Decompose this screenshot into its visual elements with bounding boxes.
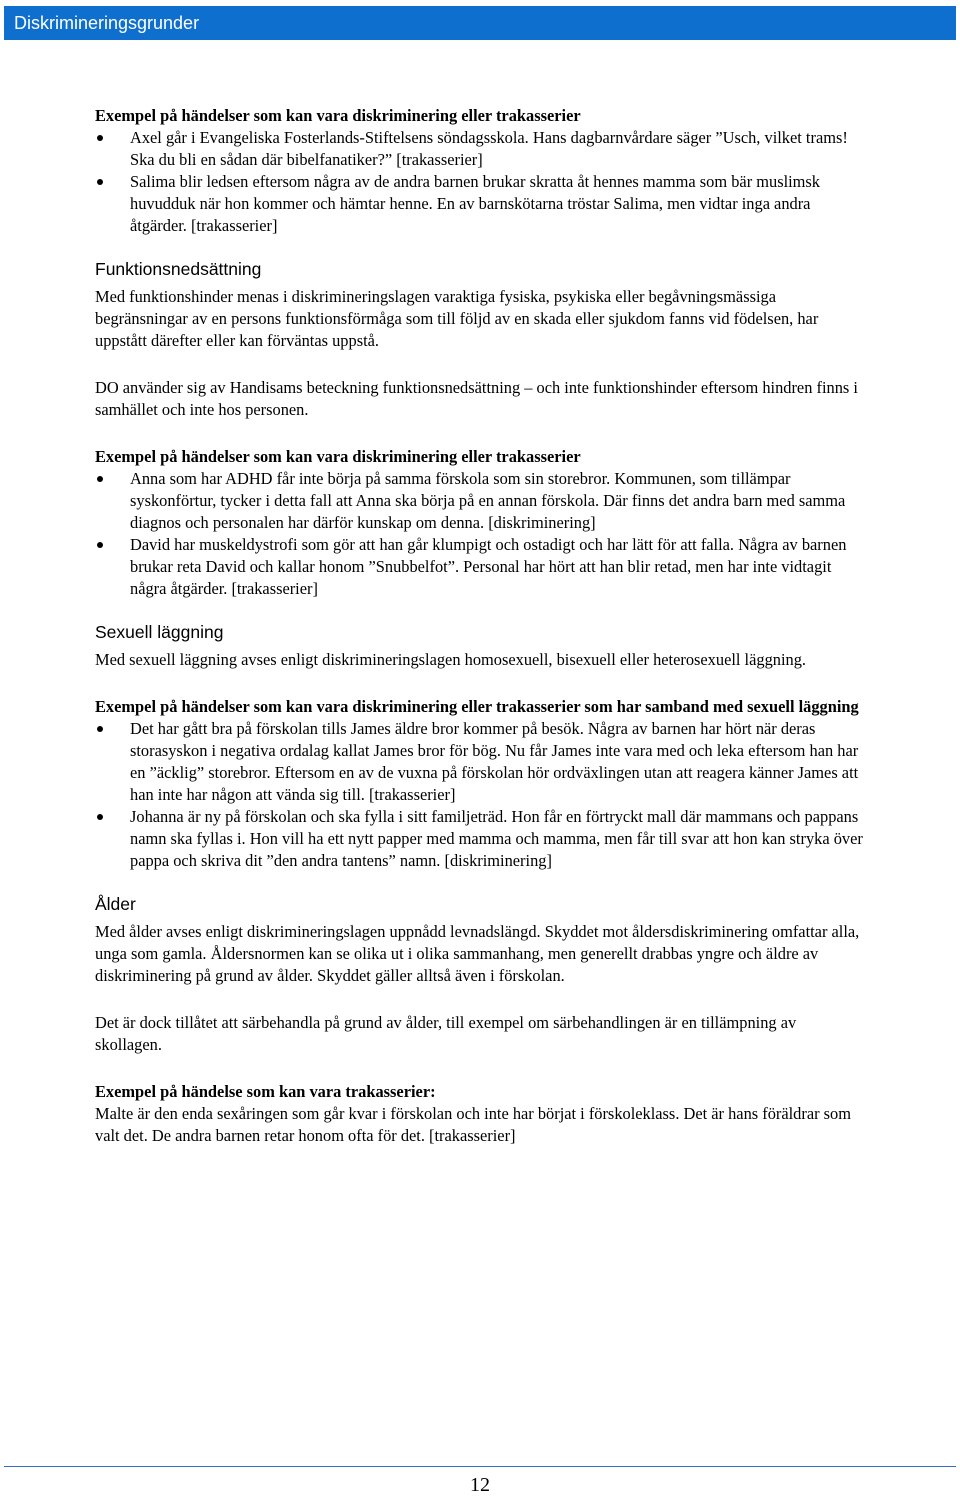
paragraph: Med sexuell läggning avses enligt diskrimineringslagen homosexuell, bisexuell eller heterosexuell läggning. [95, 650, 807, 669]
list-item: Anna som har ADHD får inte börja på samma förskola som sin storebror. Kommunen, som tillämpar syskonförtur, tycker i detta fall att Anna ska börja på en annan förskola. Där finns det andra barn med samma diagnos och personalen har därför kunskap om denna. [diskriminering] [95, 468, 865, 534]
document-body [95, 105, 865, 1147]
paragraph: Det är dock tillåtet att särbehandla på grund av ålder, till exempel om särbehandlingen är en tillämpning av skollagen. [95, 1013, 797, 1054]
example-list [95, 718, 865, 872]
list-item: David har muskeldystrofi som gör att han går klumpigt och ostadigt och har lätt för att falla. Några av barnen brukar reta David och kallar honom ”Snubbelfot”. Personal har hört att han blir retad, men har inte vidtagit några åtgärder. [trakasserier] [95, 534, 865, 600]
example-heading: Exempel på händelser som kan vara diskriminering eller trakasserier som har samband med sexuell läggning [95, 697, 859, 716]
example-list [95, 127, 865, 237]
list-item: Axel går i Evangeliska Fosterlands-Stiftelsens söndagsskola. Hans dagbarnvårdare säger ”Usch, vilket trams! Ska du bli en sådan där bibelfanatiker?” [trakasserier] [95, 127, 865, 171]
list-item: Salima blir ledsen eftersom några av de andra barnen brukar skratta åt hennes mamma som bär muslimsk huvudduk när hon kommer och hämtar henne. En av barnskötarna tröstar Salima, men vidtar inga andra åtgärder. [trakasserier] [95, 171, 865, 237]
example-heading: Exempel på händelser som kan vara diskriminering eller trakasserier [95, 106, 581, 125]
footer-divider [4, 1466, 956, 1467]
header-bar [4, 6, 956, 40]
section-heading-alder: Ålder [95, 894, 136, 914]
header-title: Diskrimineringsgrunder [14, 13, 200, 33]
page-number: 12 [470, 1474, 490, 1496]
list-item: Det har gått bra på förskolan tills James äldre bror kommer på besök. Några av barnen har hört när deras storasyskon i negativa ordalag kallat James bror för bög. Nu får James inte vara med och leka eftersom han har en ”äcklig” storebror. Eftersom en av de vuxna på förskolan hör ordväxlingen utan att reagera känner James att han inte har någon att vända sig till. [trakasserier] [95, 718, 865, 806]
section-heading-sexuell-laggning: Sexuell läggning [95, 622, 224, 642]
list-item: Johanna är ny på förskolan och ska fylla i sitt familjeträd. Hon får en förtryckt mall där mammans och pappans namn ska fyllas i. Hon vill ha ett nytt papper med mamma och mamma, men får till svar att hon kan stryka över pappa och skriva dit ”den andra tantens” namn. [diskriminering] [95, 806, 865, 872]
paragraph: Med funktionshinder menas i diskrimineringslagen varaktiga fysiska, psykiska eller begåvningsmässiga begränsningar av en persons funktionsförmåga som till följd av en skada eller sjukdom fanns vid födelsen, har uppstått därefter eller kan förväntas uppstå. [95, 287, 819, 350]
example-heading: Exempel på händelse som kan vara trakasserier: [95, 1082, 436, 1101]
example-list [95, 468, 865, 600]
paragraph: Med ålder avses enligt diskrimineringslagen uppnådd levnadslängd. Skyddet mot åldersdiskriminering omfattar alla, unga som gamla. Åldersnormen kan se olika ut i olika sammanhang, men generellt drabbas yngre och äldre av diskriminering på grund av ålder. Skyddet gäller alltså även i förskolan. [95, 922, 860, 985]
section-heading-funktionsnedsattning: Funktionsnedsättning [95, 259, 262, 279]
paragraph: DO använder sig av Handisams beteckning funktionsnedsättning – och inte funktionshinder eftersom hindren finns i samhället och inte hos personen. [95, 378, 858, 419]
paragraph: Malte är den enda sexåringen som går kvar i förskolan och inte har börjat i förskoleklass. Det är hans föräldrar som valt det. De andra barnen retar honom ofta för det. [trakasserier] [95, 1104, 851, 1145]
example-heading: Exempel på händelser som kan vara diskriminering eller trakasserier [95, 447, 581, 466]
